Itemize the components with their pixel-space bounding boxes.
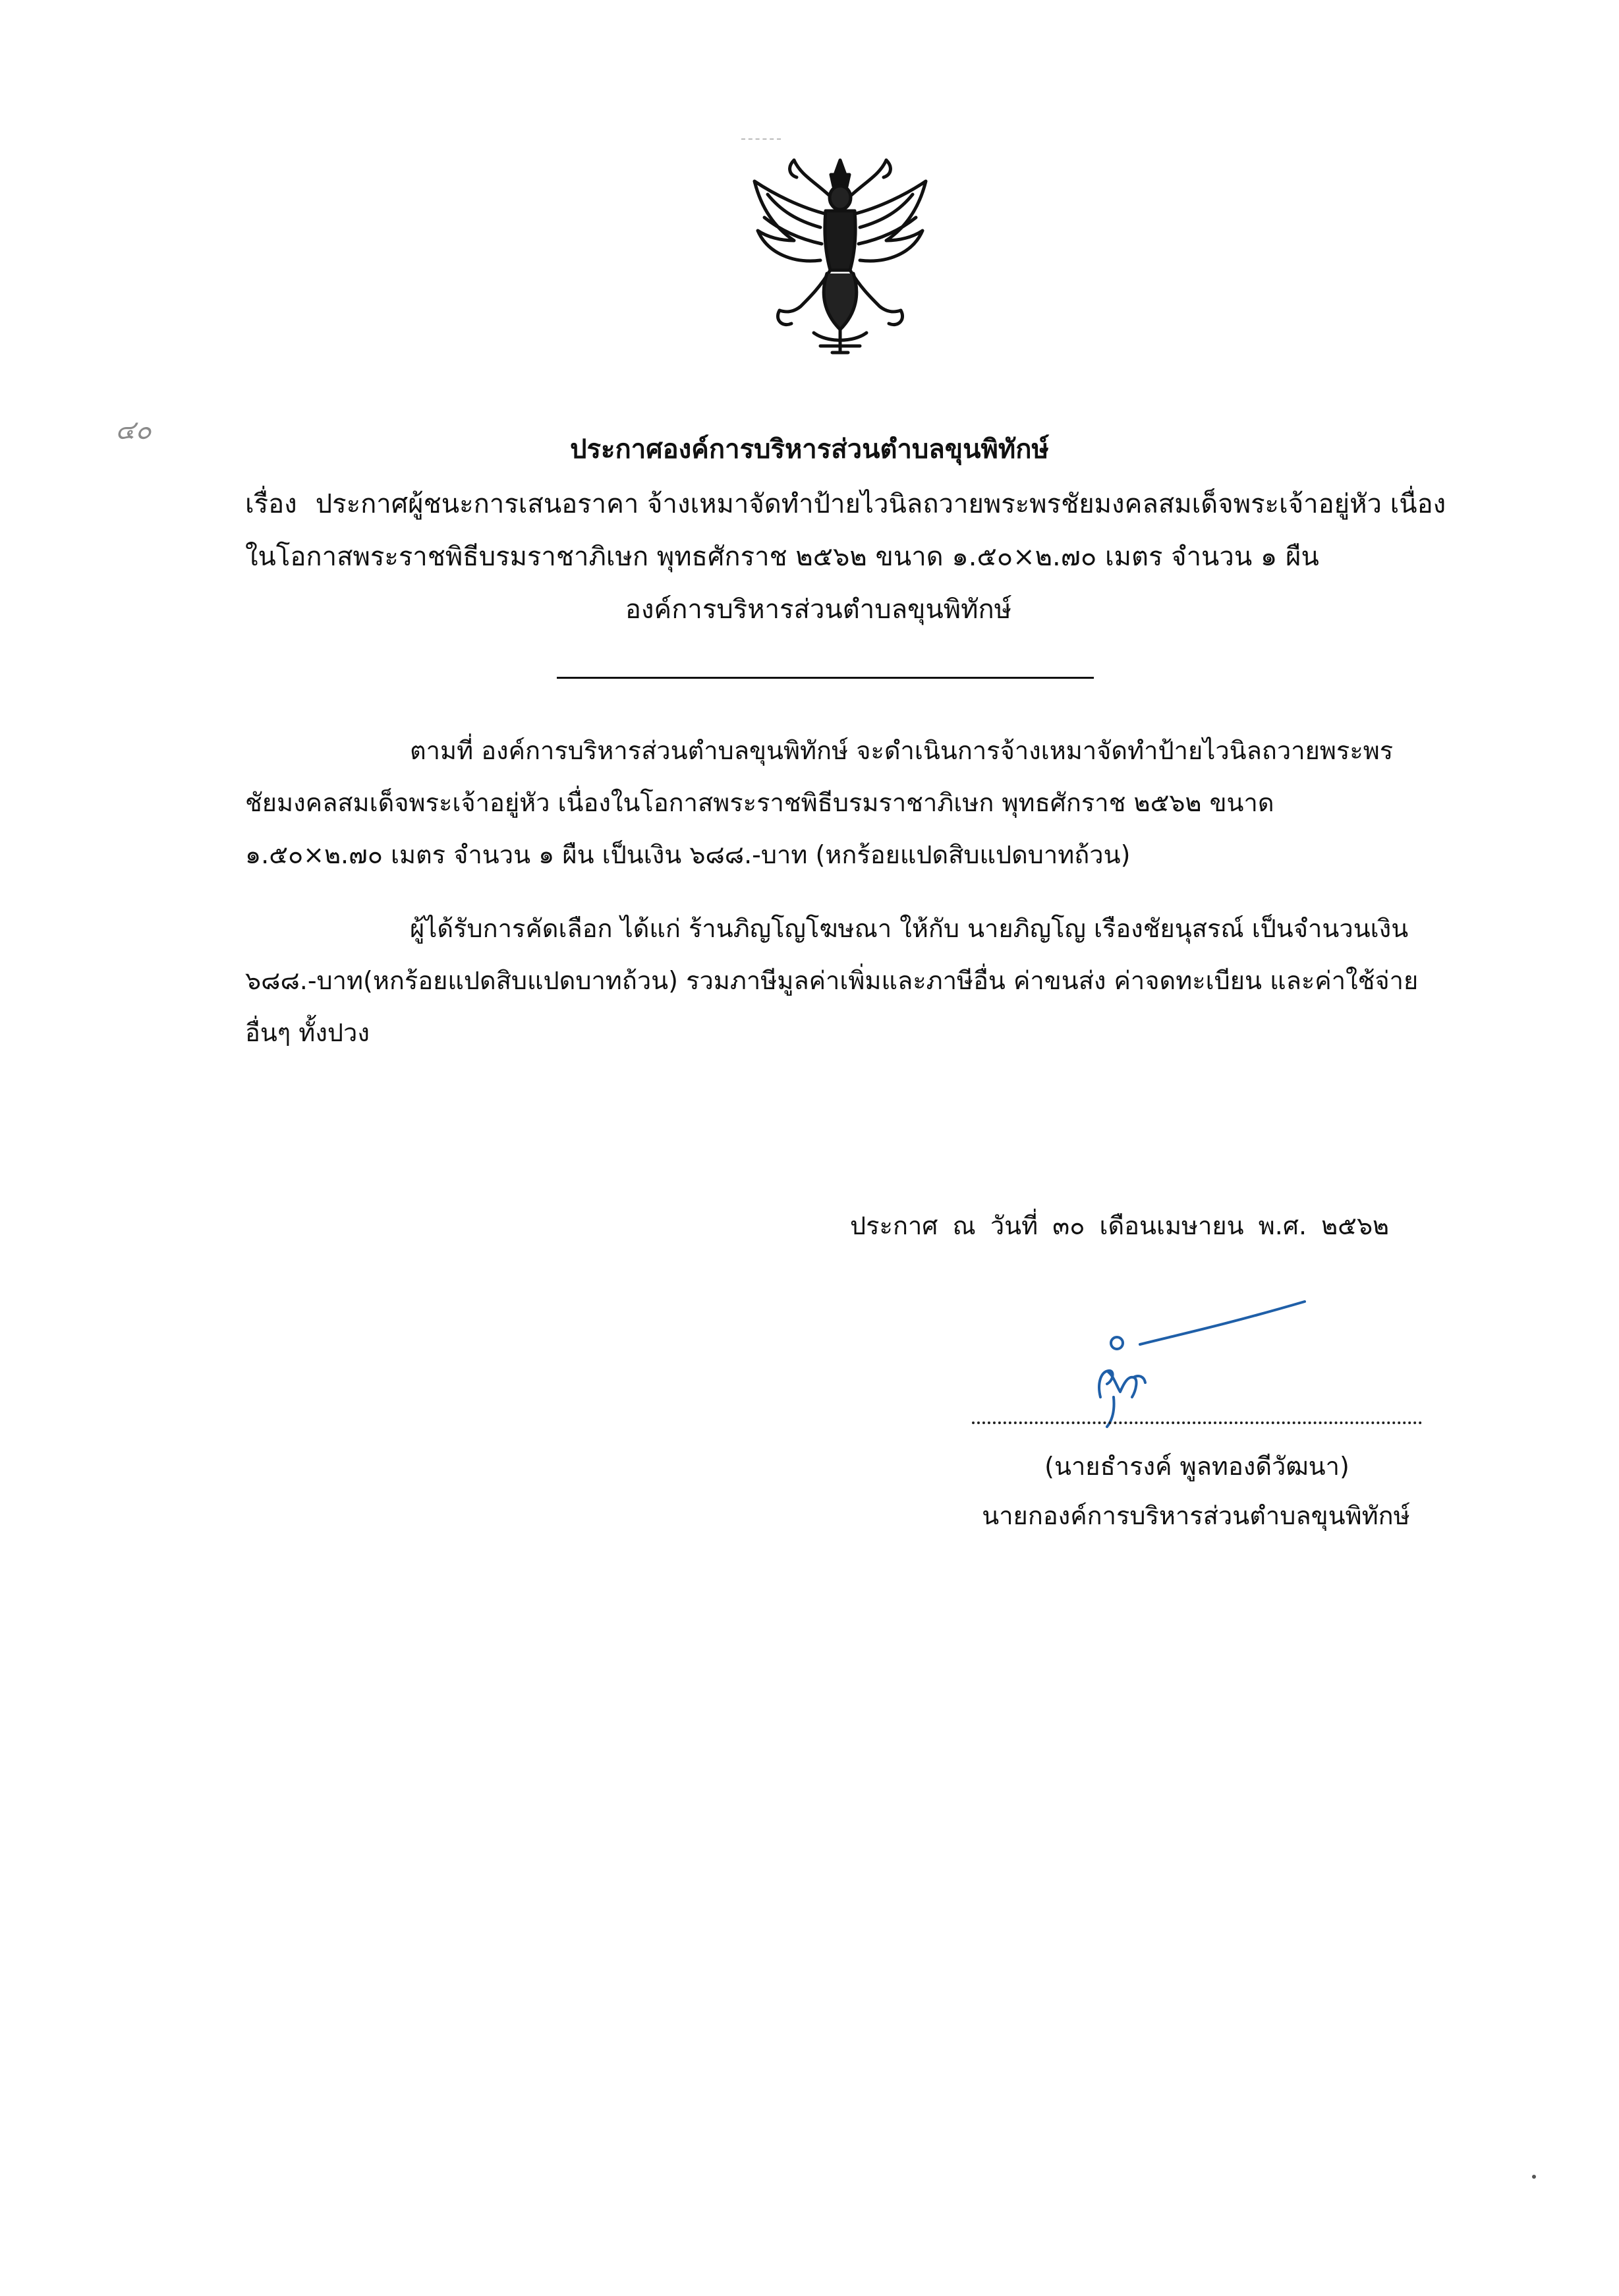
paragraph-1 bbox=[245, 725, 1510, 881]
paragraph-1-line-1: ตามที่ องค์การบริหารส่วนตำบลขุนพิทักษ์ จะดำเนินการจ้างเหมาจัดทำป้ายไวนิลถวายพระพร bbox=[410, 736, 1394, 765]
subject-line-1 bbox=[245, 478, 1510, 531]
scan-speck bbox=[1532, 2175, 1536, 2179]
announcement-date: ประกาศ ณ วันที่ ๓๐ เดือนเมษายน พ.ศ. ๒๕๖๒ bbox=[850, 1211, 1390, 1240]
signature-dotted-line bbox=[972, 1421, 1422, 1424]
paragraph-2-line-3: อื่นๆ ทั้งปวง bbox=[245, 1018, 370, 1047]
subject-organization: องค์การบริหารส่วนตำบลขุนพิทักษ์ bbox=[625, 594, 1012, 625]
signer-position: นายกองค์การบริหารส่วนตำบลขุนพิทักษ์ bbox=[982, 1501, 1410, 1530]
paragraph-2-line-2: ๖๘๘.-บาท(หกร้อยแปดสิบแปดบาทถ้วน) รวมภาษีมูลค่าเพิ่มและภาษีอื่น ค่าขนส่ง ค่าจดทะเบียน และค่าใช้จ่าย bbox=[245, 966, 1419, 995]
subject-label: เรื่อง bbox=[245, 489, 297, 519]
announcement-title: ประกาศองค์การบริหารส่วนตำบลขุนพิทักษ์ bbox=[570, 434, 1049, 465]
paragraph-2 bbox=[245, 903, 1510, 1059]
handwritten-signature bbox=[1067, 1298, 1318, 1430]
signer-name: (นายธำรงค์ พูลทองดีวัฒนา) bbox=[1044, 1452, 1349, 1481]
paragraph-1-line-2: ชัยมงคลสมเด็จพระเจ้าอยู่หัว เนื่องในโอกาสพระราชพิธีบรมราชาภิเษก พุทธศักราช ๒๕๖๒ ขนาด bbox=[245, 788, 1274, 817]
subject-line-2: ในโอกาสพระราชพิธีบรมราชาภิเษก พุทธศักราช ๒๕๖๒ ขนาด ๑.๕๐×๒.๗๐ เมตร จำนวน ๑ ผืน bbox=[245, 542, 1319, 572]
subject-text-1: ประกาศผู้ชนะการเสนอราคา จ้างเหมาจัดทำป้ายไวนิลถวายพระพรชัยมงคลสมเด็จพระเจ้าอยู่หัว เนื่อง bbox=[315, 489, 1446, 519]
margin-note: ๔๐ bbox=[115, 415, 152, 445]
paragraph-2-line-1: ผู้ได้รับการคัดเลือก ได้แก่ ร้านภิญโญโฆษณา ให้กับ นายภิญโญ เรืองชัยนุสรณ์ เป็นจำนวนเงิน bbox=[410, 914, 1409, 943]
heading-divider bbox=[557, 677, 1094, 679]
subject-block bbox=[245, 478, 1510, 636]
scan-artifact bbox=[741, 138, 781, 140]
garuda-emblem-icon bbox=[748, 155, 932, 356]
paragraph-1-line-3: ๑.๕๐×๒.๗๐ เมตร จำนวน ๑ ผืน เป็นเงิน ๖๘๘.-บาท (หกร้อยแปดสิบแปดบาทถ้วน) bbox=[245, 840, 1131, 869]
